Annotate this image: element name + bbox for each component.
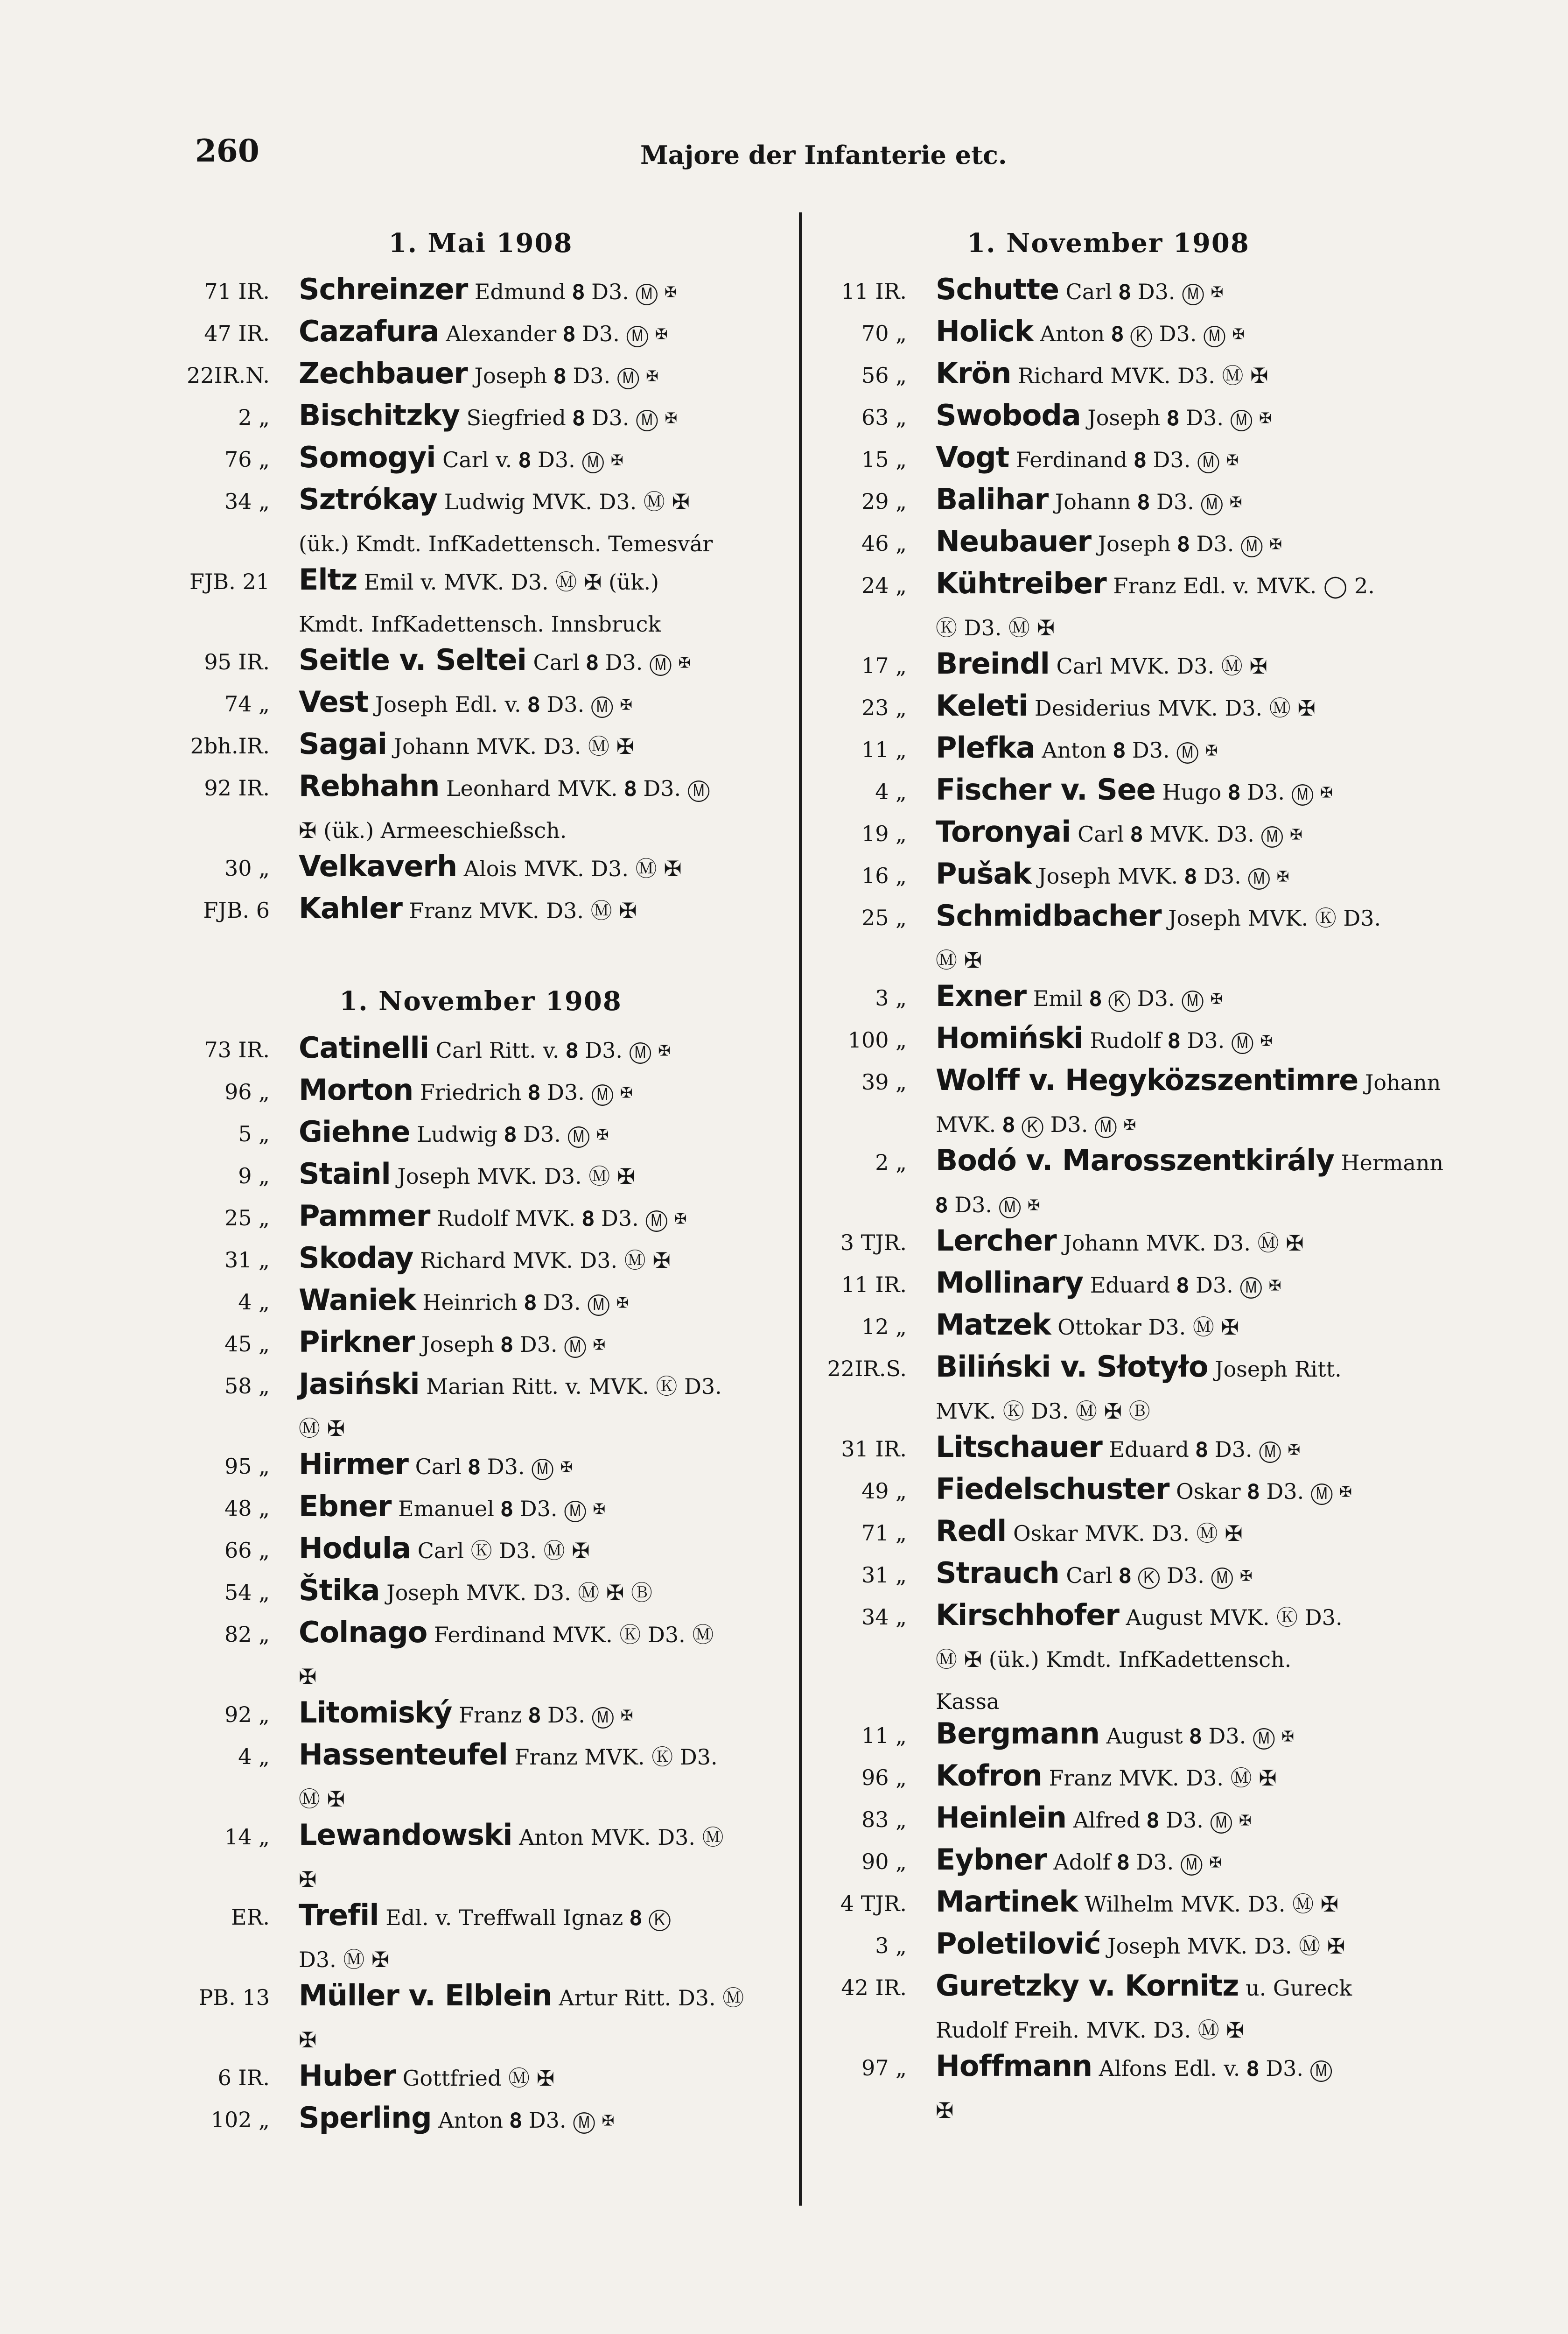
entry-text xyxy=(299,1527,789,1572)
entry-line: Plefka Anton 𝟖 D3. Ⓜ ✠ xyxy=(936,731,1218,765)
entry-text xyxy=(936,436,1407,481)
entry-line: Jasiński Marian Ritt. v. MVK. Ⓚ D3. xyxy=(299,1367,722,1401)
entry-text xyxy=(299,639,789,683)
entry-text xyxy=(299,1692,789,1736)
unit-label: 19 „ xyxy=(861,821,907,846)
entry-text xyxy=(299,268,789,313)
unit-label: 12 „ xyxy=(861,1314,907,1339)
entry-line: Müller v. Elblein Artur Ritt. D3. Ⓜ xyxy=(299,1978,744,2012)
unit-label: 46 „ xyxy=(861,531,907,556)
entry-line: Rebhahn Leonhard MVK. 𝟖 D3. Ⓜ xyxy=(299,769,710,803)
entry-line: Lewandowski Anton MVK. D3. Ⓜ xyxy=(299,1818,724,1852)
entry-line: Matzek Ottokar D3. Ⓜ ✠ xyxy=(936,1308,1239,1342)
entry-text xyxy=(299,352,789,397)
entry-line: Litomiský Franz 𝟖 D3. Ⓜ ✠ xyxy=(299,1695,633,1729)
entry-line: Velkaverh Alois MVK. D3. Ⓜ ✠ xyxy=(299,849,682,883)
entry-text xyxy=(299,1814,789,1900)
entry-line: Breindl Carl MVK. D3. Ⓜ ✠ xyxy=(936,647,1267,681)
entry-text xyxy=(299,2097,789,2141)
entry-line: Kirschhofer August MVK. Ⓚ D3. xyxy=(936,1598,1343,1632)
entry-continuation: D3. Ⓜ ✠ xyxy=(299,1947,390,1972)
running-title: Majore der Infanterie etc. xyxy=(640,140,1007,170)
entry-text xyxy=(936,2045,1407,2131)
entry-continuation: ✠ xyxy=(299,1664,317,1689)
entry-text xyxy=(299,1279,789,1323)
entry-text xyxy=(936,310,1407,355)
entry-continuation: (ük.) Kmdt. InfKadettensch. Temesvár xyxy=(299,531,713,556)
entry-line: Fiedelschuster Oskar 𝟖 D3. Ⓜ ✠ xyxy=(936,1472,1352,1506)
unit-label: 6 IR. xyxy=(217,2065,270,2090)
entry-line: Eybner Adolf 𝟖 D3. Ⓜ ✠ xyxy=(936,1842,1222,1877)
section-heading-november-left: 1. November 1908 xyxy=(339,986,622,1017)
entry-continuation: ✠ xyxy=(936,2098,954,2123)
entry-text xyxy=(936,1139,1444,1226)
entry-text xyxy=(936,1552,1407,1596)
entry-line: Hirmer Carl 𝟖 D3. Ⓜ ✠ xyxy=(299,1447,573,1481)
entry-text xyxy=(936,1262,1407,1306)
entry-text xyxy=(299,1894,789,1981)
entry-line: Lercher Johann MVK. D3. Ⓜ ✠ xyxy=(936,1223,1304,1258)
unit-label: 11 „ xyxy=(861,737,907,762)
entry-text xyxy=(936,1346,1407,1432)
unit-label: ER. xyxy=(231,1905,270,1930)
unit-label: 92 „ xyxy=(224,1702,270,1727)
entry-line: Schmidbacher Joseph MVK. Ⓚ D3. xyxy=(936,899,1381,933)
unit-label: 11 IR. xyxy=(841,279,907,304)
entry-text xyxy=(299,478,789,565)
unit-label: 16 „ xyxy=(861,863,907,888)
entry-text xyxy=(936,769,1407,813)
unit-label: 4 „ xyxy=(875,779,907,804)
entry-line: Trefil Edl. v. Treffwall Ignaz 𝟖 Ⓚ xyxy=(299,1898,671,1932)
entry-line: Schutte Carl 𝟖 D3. Ⓜ ✠ xyxy=(936,272,1224,306)
entry-line: Exner Emil 𝟖 Ⓚ D3. Ⓜ ✠ xyxy=(936,979,1223,1013)
entry-continuation: Kmdt. InfKadettensch. Innsbruck xyxy=(299,612,661,637)
entry-text xyxy=(299,765,789,851)
unit-label: 11 „ xyxy=(861,1723,907,1748)
unit-label: 56 „ xyxy=(861,363,907,388)
entry-line: Bodó v. Marosszentkirály Hermann xyxy=(936,1143,1444,1177)
entry-line: Morton Friedrich 𝟖 D3. Ⓜ ✠ xyxy=(299,1073,633,1107)
entry-text xyxy=(936,1713,1407,1757)
entry-text xyxy=(936,1304,1407,1348)
entry-text xyxy=(936,1426,1407,1470)
page-number: 260 xyxy=(195,133,259,169)
unit-label: 96 „ xyxy=(224,1079,270,1104)
unit-label: 45 „ xyxy=(224,1331,270,1357)
column-divider xyxy=(799,212,802,2206)
unit-label: 73 IR. xyxy=(204,1037,270,1062)
entry-text xyxy=(936,1839,1407,1883)
entry-text xyxy=(299,1153,789,1197)
unit-label: 66 „ xyxy=(224,1538,270,1563)
unit-label: 2 „ xyxy=(238,405,270,430)
entry-line: Sagai Johann MVK. D3. Ⓜ ✠ xyxy=(299,727,635,761)
unit-label: PB. 13 xyxy=(198,1985,270,2010)
unit-label: 5 „ xyxy=(238,1121,270,1146)
entry-text xyxy=(936,1923,1407,1967)
entry-continuation: Ⓜ ✠ (ük.) Kmdt. InfKadettensch. xyxy=(936,1647,1292,1672)
unit-label: 96 „ xyxy=(861,1765,907,1790)
entry-line: Vest Joseph Edl. v. 𝟖 D3. Ⓜ ✠ xyxy=(299,685,632,719)
entry-text xyxy=(299,2055,789,2099)
entry-line: Krön Richard MVK. D3. Ⓜ ✠ xyxy=(936,356,1268,390)
entry-text xyxy=(936,1220,1407,1264)
entry-text xyxy=(299,1975,789,2061)
unit-label: 34 „ xyxy=(224,489,270,514)
unit-label: 22IR.N. xyxy=(187,363,270,388)
unit-label: 3 „ xyxy=(875,985,907,1011)
unit-label: 95 „ xyxy=(224,1454,270,1479)
entry-text xyxy=(299,1069,789,1113)
entry-continuation: MVK. Ⓚ D3. Ⓜ ✠ Ⓑ xyxy=(936,1399,1150,1424)
unit-label: 2bh.IR. xyxy=(190,733,270,759)
entry-line: Cazafura Alexander 𝟖 D3. Ⓜ ✠ xyxy=(299,314,668,348)
entry-line: Litschauer Eduard 𝟖 D3. Ⓜ ✠ xyxy=(936,1430,1301,1464)
entry-text xyxy=(936,562,1407,649)
unit-label: 76 „ xyxy=(224,447,270,472)
entry-line: Catinelli Carl Ritt. v. 𝟖 D3. Ⓜ ✠ xyxy=(299,1031,671,1065)
unit-label: FJB. 21 xyxy=(189,569,270,594)
unit-label: 23 „ xyxy=(861,695,907,720)
entry-line: Bischitzky Siegfried 𝟖 D3. Ⓜ ✠ xyxy=(299,398,678,432)
entry-text xyxy=(299,1611,789,1698)
unit-label: 9 „ xyxy=(238,1163,270,1188)
entry-text xyxy=(936,853,1407,897)
unit-label: 97 „ xyxy=(861,2055,907,2081)
entry-continuation: Rudolf Freih. MVK. D3. Ⓜ ✠ xyxy=(936,2018,1244,2043)
unit-label: 74 „ xyxy=(224,691,270,717)
entry-text xyxy=(936,811,1407,855)
unit-label: 29 „ xyxy=(861,489,907,514)
unit-label: 4 „ xyxy=(238,1289,270,1315)
entry-line: Hoffmann Alfons Edl. v. 𝟖 D3. Ⓜ xyxy=(936,2049,1332,2083)
entry-line: Keleti Desiderius MVK. D3. Ⓜ ✠ xyxy=(936,689,1316,723)
entry-text xyxy=(299,723,789,767)
entry-line: Redl Oskar MVK. D3. Ⓜ ✠ xyxy=(936,1514,1243,1548)
entry-line: Schreinzer Edmund 𝟖 D3. Ⓜ ✠ xyxy=(299,272,677,306)
entry-line: Seitle v. Seltei Carl 𝟖 D3. Ⓜ ✠ xyxy=(299,643,691,677)
unit-label: 49 „ xyxy=(861,1478,907,1504)
entry-text xyxy=(299,681,789,725)
entry-text xyxy=(936,727,1407,771)
entry-text xyxy=(936,1510,1407,1554)
unit-label: 25 „ xyxy=(861,905,907,930)
unit-label: 90 „ xyxy=(861,1849,907,1874)
entry-line: Waniek Heinrich 𝟖 D3. Ⓜ ✠ xyxy=(299,1283,629,1317)
entry-line: Pušak Joseph MVK. 𝟖 D3. Ⓜ ✠ xyxy=(936,857,1289,891)
entry-line: Kahler Franz MVK. D3. Ⓜ ✠ xyxy=(299,891,637,925)
unit-label: 95 IR. xyxy=(204,649,270,675)
entry-text xyxy=(936,1017,1407,1062)
entry-text xyxy=(936,1755,1407,1799)
entry-line: Neubauer Joseph 𝟖 D3. Ⓜ ✠ xyxy=(936,524,1282,558)
entry-line: Toronyai Carl 𝟖 MVK. D3. Ⓜ ✠ xyxy=(936,815,1302,849)
entry-line: Huber Gottfried Ⓜ ✠ xyxy=(299,2059,555,2093)
unit-label: 48 „ xyxy=(224,1496,270,1521)
entry-text xyxy=(936,895,1407,981)
entry-line: Kühtreiber Franz Edl. v. MVK. ◯ 2. xyxy=(936,566,1375,600)
entry-continuation: ✠ xyxy=(299,1867,317,1892)
entry-line: Hodula Carl Ⓚ D3. Ⓜ ✠ xyxy=(299,1531,590,1565)
entry-text xyxy=(936,1594,1407,1722)
entry-text xyxy=(299,1111,789,1155)
unit-label: 30 „ xyxy=(224,856,270,881)
unit-label: 4 „ xyxy=(238,1744,270,1769)
unit-label: 4 TJR. xyxy=(840,1891,907,1916)
entry-text xyxy=(299,1321,789,1365)
entry-line: Bergmann August 𝟖 D3. Ⓜ ✠ xyxy=(936,1716,1294,1750)
entry-continuation: MVK. 𝟖 Ⓚ D3. Ⓜ ✠ xyxy=(936,1112,1136,1137)
entry-text xyxy=(299,1443,789,1488)
entry-line: Balihar Johann 𝟖 D3. Ⓜ ✠ xyxy=(936,482,1242,516)
entry-text xyxy=(936,685,1407,729)
entry-continuation: Ⓜ ✠ xyxy=(299,1786,345,1812)
entry-text xyxy=(299,887,789,932)
unit-label: 3 TJR. xyxy=(840,1230,907,1255)
unit-label: 39 „ xyxy=(861,1069,907,1095)
unit-label: 31 „ xyxy=(224,1247,270,1272)
entry-continuation: ✠ xyxy=(299,2027,317,2053)
entry-text xyxy=(299,1027,789,1071)
entry-line: Pirkner Joseph 𝟖 D3. Ⓜ ✠ xyxy=(299,1325,606,1359)
entry-text xyxy=(299,1569,789,1614)
entry-line: Kofron Franz MVK. D3. Ⓜ ✠ xyxy=(936,1758,1277,1793)
entry-text xyxy=(936,1059,1441,1146)
entry-text xyxy=(299,436,789,481)
entry-text xyxy=(936,520,1407,565)
entry-line: Ebner Emanuel 𝟖 D3. Ⓜ ✠ xyxy=(299,1489,606,1523)
entry-line: Eltz Emil v. MVK. D3. Ⓜ ✠ (ük.) xyxy=(299,562,659,597)
entry-line: Vogt Ferdinand 𝟖 D3. Ⓜ ✠ xyxy=(936,440,1239,474)
entry-line: Martinek Wilhelm MVK. D3. Ⓜ ✠ xyxy=(936,1884,1339,1919)
unit-label: 25 „ xyxy=(224,1205,270,1230)
unit-label: 58 „ xyxy=(224,1373,270,1399)
entry-text xyxy=(299,310,789,355)
unit-label: 22IR.S. xyxy=(827,1356,907,1381)
entry-text xyxy=(936,643,1407,687)
unit-label: 14 „ xyxy=(224,1824,270,1849)
unit-label: 82 „ xyxy=(224,1622,270,1647)
entry-line: Guretzky v. Kornitz u. Gureck xyxy=(936,1968,1352,2003)
entry-line: Fischer v. See Hugo 𝟖 D3. Ⓜ ✠ xyxy=(936,773,1333,807)
entry-text xyxy=(936,975,1407,1019)
entry-text xyxy=(936,1965,1407,2051)
entry-continuation: Ⓜ ✠ xyxy=(936,948,982,973)
entry-line: Giehne Ludwig 𝟖 D3. Ⓜ ✠ xyxy=(299,1115,609,1149)
entry-text xyxy=(299,1237,789,1281)
unit-label: FJB. 6 xyxy=(203,898,270,923)
unit-label: 31 IR. xyxy=(841,1436,907,1462)
unit-label: 15 „ xyxy=(861,447,907,472)
entry-text xyxy=(299,1734,789,1820)
entry-line: Pammer Rudolf MVK. 𝟖 D3. Ⓜ ✠ xyxy=(299,1199,687,1233)
entry-line: Somogyi Carl v. 𝟖 D3. Ⓜ ✠ xyxy=(299,440,623,474)
entry-line: Skoday Richard MVK. D3. Ⓜ ✠ xyxy=(299,1241,671,1275)
unit-label: 2 „ xyxy=(875,1150,907,1175)
entry-text xyxy=(936,1797,1407,1841)
entry-line: Swoboda Joseph 𝟖 D3. Ⓜ ✠ xyxy=(936,398,1272,432)
unit-label: 17 „ xyxy=(861,653,907,678)
entry-text xyxy=(936,478,1407,523)
entry-line: Holick Anton 𝟖 Ⓚ D3. Ⓜ ✠ xyxy=(936,314,1245,348)
entry-line: Zechbauer Joseph 𝟖 D3. Ⓜ ✠ xyxy=(299,356,658,390)
entry-line: Mollinary Eduard 𝟖 D3. Ⓜ ✠ xyxy=(936,1265,1281,1300)
entry-text xyxy=(299,394,789,439)
unit-label: 42 IR. xyxy=(841,1975,907,2000)
unit-label: 83 „ xyxy=(861,1807,907,1832)
entry-continuation: Ⓜ ✠ xyxy=(299,1416,345,1441)
entry-line: Wolff v. Hegyközszentimre Johann xyxy=(936,1063,1441,1097)
entry-text xyxy=(936,268,1407,313)
unit-label: 70 „ xyxy=(861,321,907,346)
entry-line: Štika Joseph MVK. D3. Ⓜ ✠ Ⓑ xyxy=(299,1573,653,1607)
unit-label: 47 IR. xyxy=(204,321,270,346)
entry-text xyxy=(299,1363,789,1449)
unit-label: 11 IR. xyxy=(841,1272,907,1297)
unit-label: 100 „ xyxy=(847,1027,907,1053)
unit-label: 31 „ xyxy=(861,1562,907,1588)
entry-continuation: ✠ (ük.) Armeeschießsch. xyxy=(299,818,567,843)
section-heading-mai: 1. Mai 1908 xyxy=(388,228,573,259)
entry-continuation: Ⓚ D3. Ⓜ ✠ xyxy=(936,615,1055,640)
unit-label: 71 „ xyxy=(861,1520,907,1546)
unit-label: 63 „ xyxy=(861,405,907,430)
entry-text xyxy=(299,1195,789,1239)
unit-label: 24 „ xyxy=(861,573,907,598)
entry-continuation: Kassa xyxy=(936,1689,1000,1714)
unit-label: 71 IR. xyxy=(204,279,270,304)
entry-line: Colnago Ferdinand MVK. Ⓚ D3. Ⓜ xyxy=(299,1615,714,1649)
unit-label: 92 IR. xyxy=(204,775,270,801)
entry-line: Strauch Carl 𝟖 Ⓚ D3. Ⓜ ✠ xyxy=(936,1556,1253,1590)
unit-label: 34 „ xyxy=(861,1604,907,1630)
entry-line: Stainl Joseph MVK. D3. Ⓜ ✠ xyxy=(299,1157,635,1191)
entry-line: Sztrókay Ludwig MVK. D3. Ⓜ ✠ xyxy=(299,482,690,516)
entry-text xyxy=(299,845,789,890)
unit-label: 54 „ xyxy=(224,1580,270,1605)
entry-text xyxy=(936,352,1407,397)
entry-line: Hassenteufel Franz MVK. Ⓚ D3. xyxy=(299,1737,718,1772)
unit-label: 102 „ xyxy=(210,2107,270,2132)
entry-line: Biliński v. Słotyło Joseph Ritt. xyxy=(936,1350,1342,1384)
entry-continuation: 𝟖 D3. Ⓜ ✠ xyxy=(936,1192,1040,1217)
entry-line: Sperling Anton 𝟖 D3. Ⓜ ✠ xyxy=(299,2101,615,2135)
unit-label: 3 „ xyxy=(875,1933,907,1958)
entry-text xyxy=(936,394,1407,439)
section-heading-november-right: 1. November 1908 xyxy=(967,228,1250,259)
entry-text xyxy=(299,559,789,645)
entry-text xyxy=(936,1468,1407,1512)
entry-line: Poletilović Joseph MVK. D3. Ⓜ ✠ xyxy=(936,1926,1345,1961)
entry-line: Homiński Rudolf 𝟖 D3. Ⓜ ✠ xyxy=(936,1021,1273,1055)
entry-text xyxy=(936,1881,1407,1925)
entry-line: Heinlein Alfred 𝟖 D3. Ⓜ ✠ xyxy=(936,1800,1252,1835)
entry-text xyxy=(299,1485,789,1530)
